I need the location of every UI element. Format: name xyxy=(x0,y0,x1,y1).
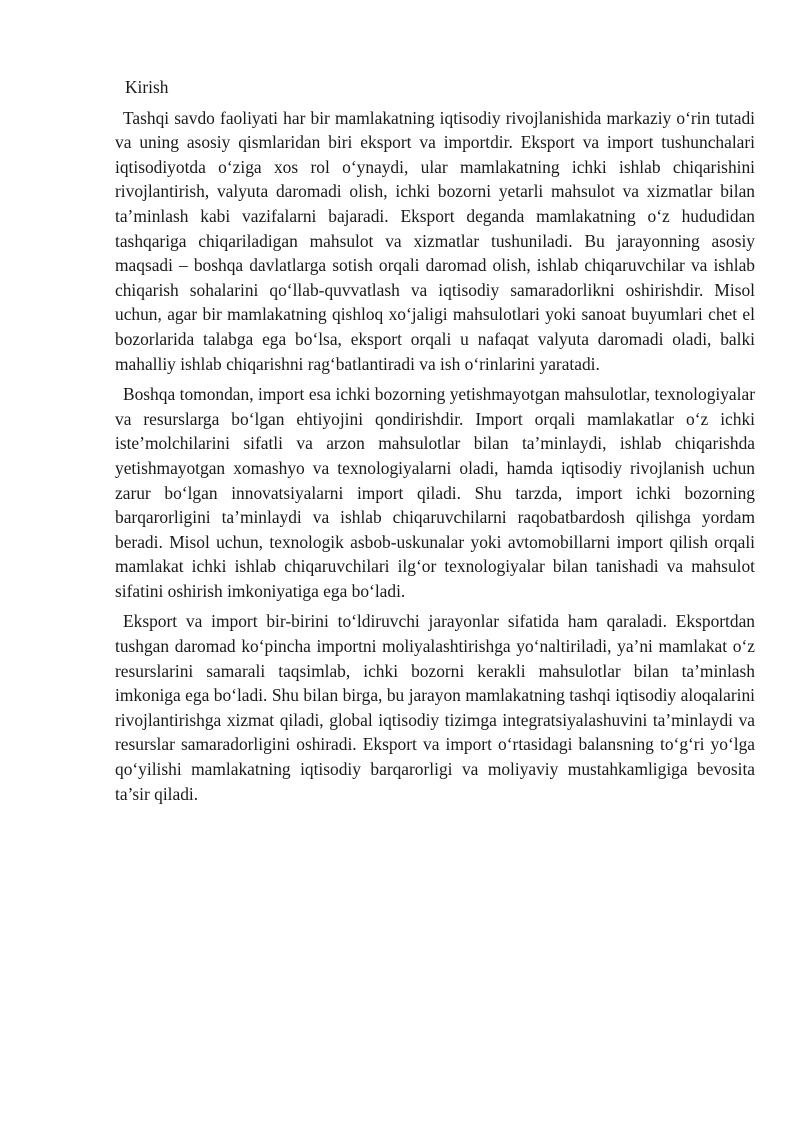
paragraph-2: Boshqa tomondan, import esa ichki bozorning yetishmayotgan mahsulotlar, texnologiyalar va resurslarga bo‘lgan ehtiyojini qondirishdir. Import orqali mamlakatlar o‘z ichki iste’molchilarini sifatli va arzon mahsulotlar bilan ta’minlaydi, ishlab chiqarishda yetishmayotgan xomashyo va texnologiyalarni oladi, hamda iqtisodiy rivojlanish uchun zarur bo‘lgan innovatsiyalarni import qiladi. Shu tarzda, import ichki bozorning barqarorligini ta’minlaydi va ishlab chiqaruvchilarni raqobatbardosh qilishga yordam beradi. Misol uchun, texnologik asbob-uskunalar yoki avtomobillarni import qilish orqali mamlakat ichki ishlab chiqaruvchilari ilg‘or texnologiyalar bilan tanishadi va mahsulot sifatini oshirish imkoniyatiga ega bo‘ladi. xyxy=(115,384,755,601)
section-heading: Kirish xyxy=(125,77,169,97)
paragraph-1: Tashqi savdo faoliyati har bir mamlakatning iqtisodiy rivojlanishida markaziy o‘rin tutadi va uning asosiy qismlaridan biri eksport va importdir. Eksport va import tushunchalari iqtisodiyotda o‘ziga xos rol o‘ynaydi, ular mamlakatning ichki ishlab chiqarishini rivojlantirish, valyuta daromadi olish, ichki bozorni yetarli mahsulot va xizmatlar bilan ta’minlash kabi vazifalarni bajaradi. Eksport deganda mamlakatning o‘z hududidan tashqariga chiqariladigan mahsulot va xizmatlar tushuniladi. Bu jarayonning asosiy maqsadi – boshqa davlatlarga sotish orqali daromad olish, ishlab chiqaruvchilar va ishlab chiqarish sohalarini qo‘llab-quvvatlash va iqtisodiy samaradorlikni oshirishdir. Misol uchun, agar bir mamlakatning qishloq xo‘jaligi mahsulotlari yoki sanoat buyumlari chet el bozorlarida talabga ega bo‘lsa, eksport orqali u nafaqat valyuta daromadi oladi, balki mahalliy ishlab chiqarishni rag‘batlantiradi va ish o‘rinlarini yaratadi. xyxy=(115,107,755,374)
paragraph-3: Eksport va import bir-birini to‘ldiruvchi jarayonlar sifatida ham qaraladi. Eksportdan tushgan daromad ko‘pincha importni moliyalashtirishga yo‘naltiriladi, ya’ni mamlakat o‘z resurslarini samarali taqsimlab, ichki bozorni kerakli mahsulotlar bilan ta’minlash imkoniga ega bo‘ladi. Shu bilan birga, bu jarayon mamlakatning tashqi iqtisodiy aloqalarini rivojlantirishga xizmat qiladi, global iqtisodiy tizimga integratsiyalashuvini ta’minlaydi va resurslar samaradorligini oshiradi. Eksport va import o‘rtasidagi balansning to‘g‘ri yo‘lga qo‘yilishi mamlakatning iqtisodiy barqarorligi va moliyaviy mustahkamligiga bevosita ta’sir qiladi. xyxy=(115,611,755,804)
document-page xyxy=(115,75,755,812)
